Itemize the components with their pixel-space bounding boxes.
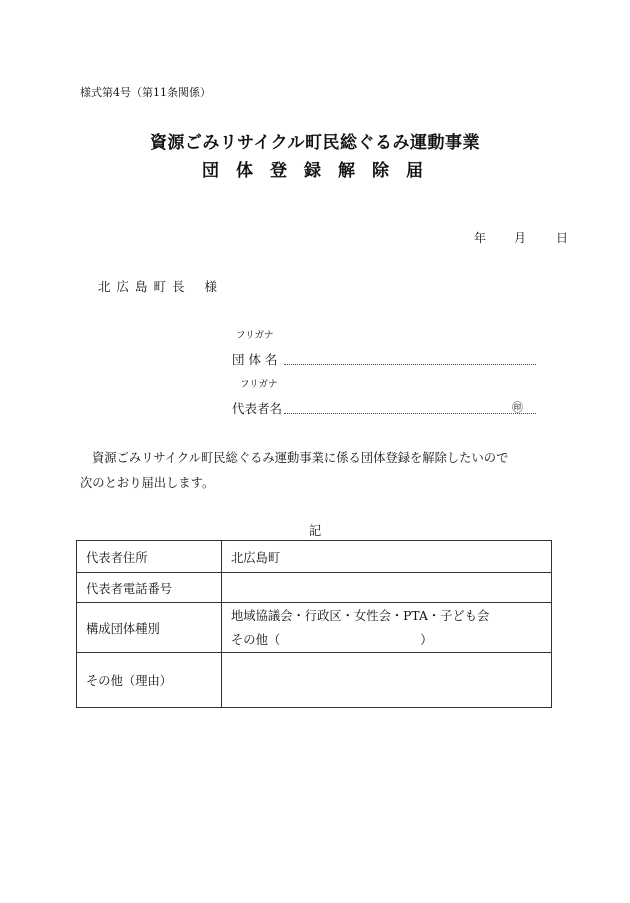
seal-mark: ㊞: [512, 401, 523, 414]
row-value[interactable]: [222, 573, 552, 603]
representative-field[interactable]: [284, 413, 536, 414]
row-label: 構成団体種別: [77, 603, 222, 653]
row-label: その他（理由）: [77, 653, 222, 708]
row-value[interactable]: [222, 653, 552, 708]
group-name-field[interactable]: [284, 364, 536, 365]
form-number: 様式第4号（第11条関係）: [80, 86, 211, 99]
details-table: [76, 540, 552, 708]
addressee-honorific: 様: [204, 279, 224, 294]
group-type-options: 地域協議会・行政区・女性会・PTA・子ども会: [231, 608, 490, 623]
table-row: [77, 573, 552, 603]
row-label: 代表者電話番号: [77, 573, 222, 603]
document-title: 資源ごみリサイクル町民総ぐるみ運動事業: [149, 133, 481, 153]
row-label: 代表者住所: [77, 541, 222, 573]
row-value[interactable]: [222, 603, 552, 653]
row-value[interactable]: 北広島町: [222, 541, 552, 573]
other-open: その他（: [231, 632, 281, 647]
body-text-line1: 資源ごみリサイクル町民総ぐるみ運動事業に係る団体登録を解除したいので: [92, 451, 509, 465]
date-year: 年: [474, 231, 487, 245]
table-row: [77, 603, 552, 653]
date-day: 日: [556, 231, 569, 245]
ki-heading: 記: [308, 523, 322, 538]
other-close: ）: [420, 632, 433, 647]
table-row: [77, 541, 552, 573]
document-subtitle: 団体登録解除届: [202, 161, 440, 181]
table-row: [77, 653, 552, 708]
furigana-label-group: フリガナ: [236, 330, 274, 341]
body-text-line2: 次のとおり届出します。: [80, 476, 215, 490]
representative-label: 代表者名: [232, 401, 283, 416]
addressee: [98, 277, 223, 295]
date-month: 月: [514, 231, 527, 245]
group-type-other: [231, 628, 551, 652]
addressee-name: 北広島町長: [98, 279, 191, 294]
group-name-label: 団 体 名: [232, 352, 278, 367]
furigana-label-representative: フリガナ: [240, 379, 278, 390]
